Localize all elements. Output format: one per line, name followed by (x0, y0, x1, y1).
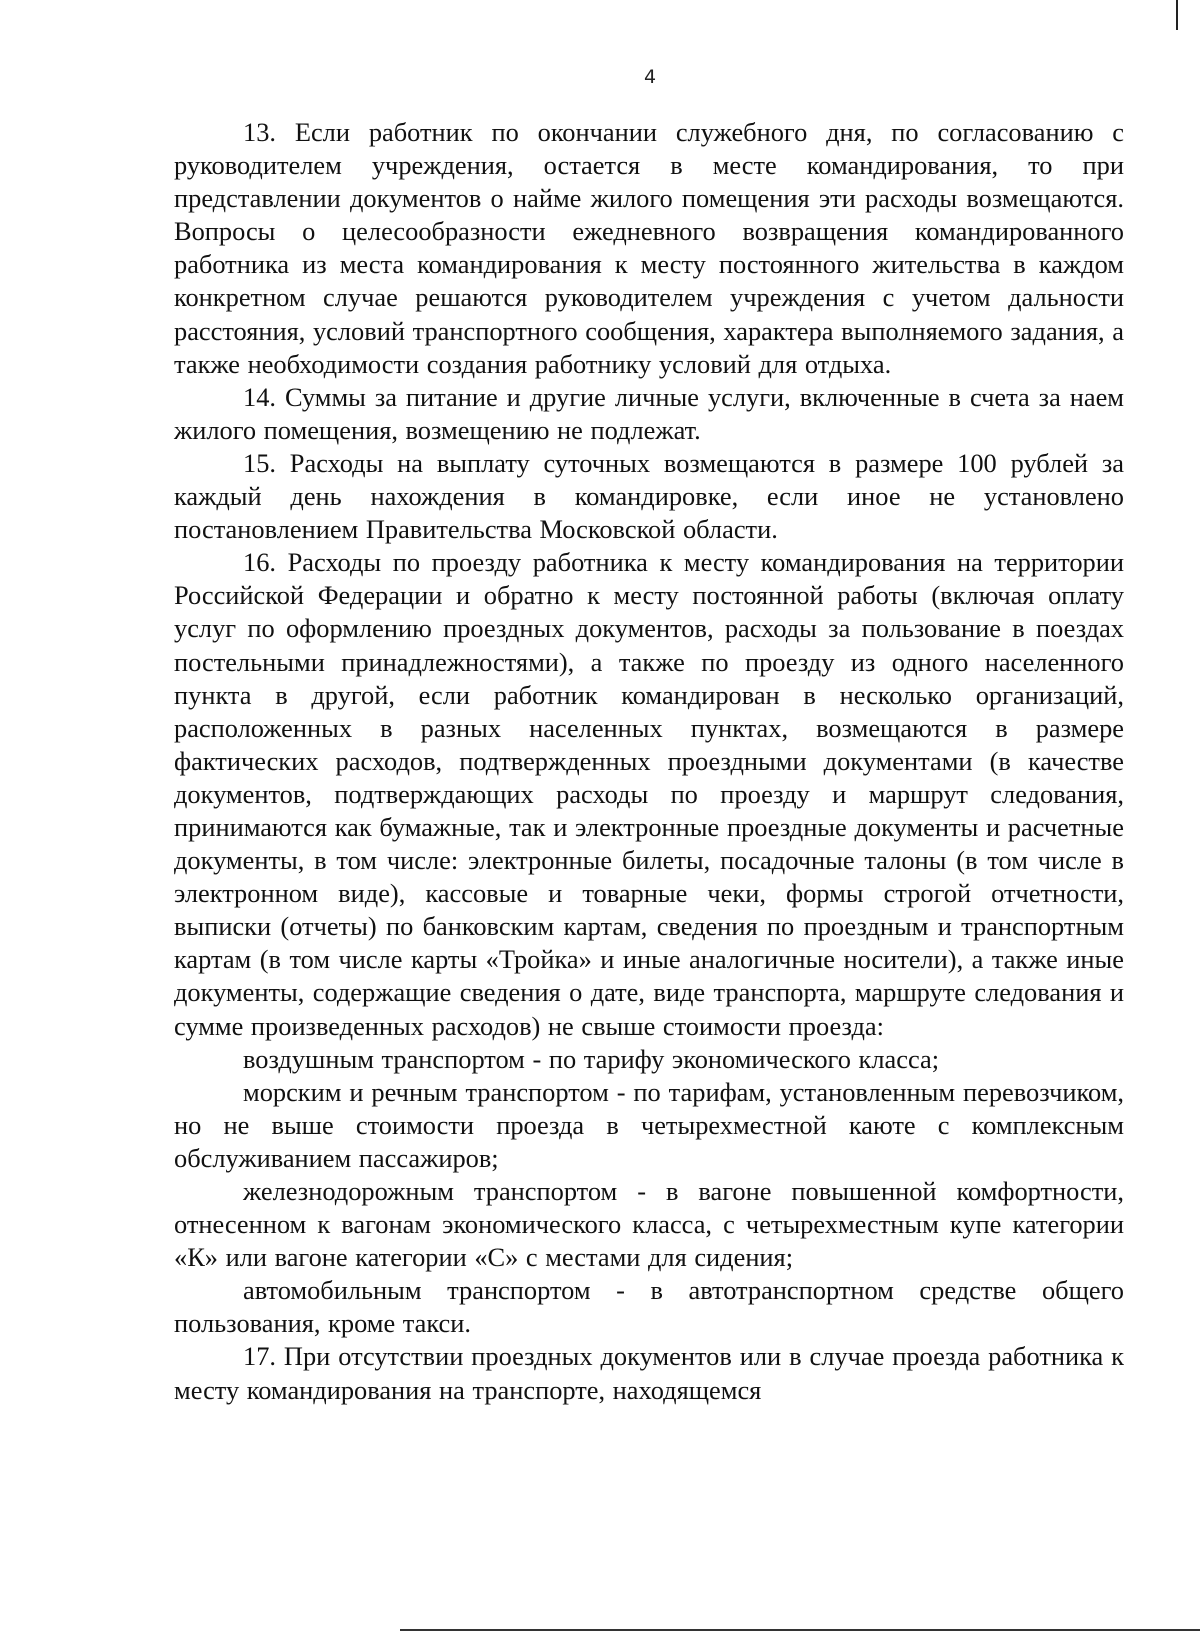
paragraph-16-air-transport: воздушным транспортом - по тарифу экономического класса; (243, 1043, 940, 1074)
document-body (174, 116, 1124, 1407)
scan-edge-line (1176, 0, 1178, 30)
paragraph-16: 16. Расходы по проезду работника к месту командирования на территории Российской Федерации и обратно к месту постоянной работы (включая оплату услуг по оформлению проездных документов, расходы за пользование в поездах постельными принадлежностями), а также по проезду из одного населенного пункта в другой, если работник командирован в несколько организаций, расположенных в разных населенных пунктах, возмещаются в размере фактических расходов, подтвержденных проездными документами (в качестве документов, подтверждающих расходы по проезду и маршрут следования, принимаются как бумажные, так и электронные проездные документы и расчетные документы, в том числе: электронные билеты, посадочные талоны (в том числе в электронном виде), кассовые и товарные чеки, формы строгой отчетности, выписки (отчеты) по банковским картам, сведения по проездным и транспортным картам (в том числе карты «Тройка» и иные аналогичные носители), а также иные документы, содержащие сведения о дате, виде транспорта, маршруте следования и сумме произведенных расходов) не свыше стоимости проезда: (174, 547, 1124, 1041)
paragraph-17: 17. При отсутствии проездных документов или в случае проезда работника к месту командирования на транспорте, находящемся (174, 1341, 1124, 1405)
scan-edge-line (400, 1629, 1200, 1631)
paragraph-15: 15. Расходы на выплату суточных возмещаются в размере 100 рублей за каждый день нахождения в командировке, если иное не установлено постановлением Правительства Московской области. (174, 447, 1124, 545)
paragraph-16-rail-transport: железнодорожным транспортом - в вагоне повышенной комфортности, отнесенном к вагонам экономического класса, с четырехместным купе категории «К» или вагоне категории «С» с местами для сидения; (174, 1176, 1124, 1273)
page-number: 4 (643, 66, 657, 88)
paragraph-16-road-transport: автомобильным транспортом - в автотранспортном средстве общего пользования, кроме такси. (174, 1275, 1124, 1339)
paragraph-13: 13. Если работник по окончании служебного дня, по согласованию с руководителем учреждения, остается в месте командирования, то при представлении документов о найме жилого помещения эти расходы возмещаются. Вопросы о целесообразности ежедневного возвращения командированного работника из места командирования к месту постоянного жительства в каждом конкретном случае решаются руководителем учреждения с учетом дальности расстояния, условий транспортного сообщения, характера выполняемого задания, а также необходимости создания работнику условий для отдыха. (174, 117, 1124, 379)
paragraph-14: 14. Суммы за питание и другие личные услуги, включенные в счета за наем жилого помещения, возмещению не подлежат. (174, 381, 1124, 445)
paragraph-16-water-transport: морским и речным транспортом - по тарифам, установленным перевозчиком, но не выше стоимости проезда в четырехместной каюте с комплексным обслуживанием пассажиров; (174, 1076, 1124, 1173)
